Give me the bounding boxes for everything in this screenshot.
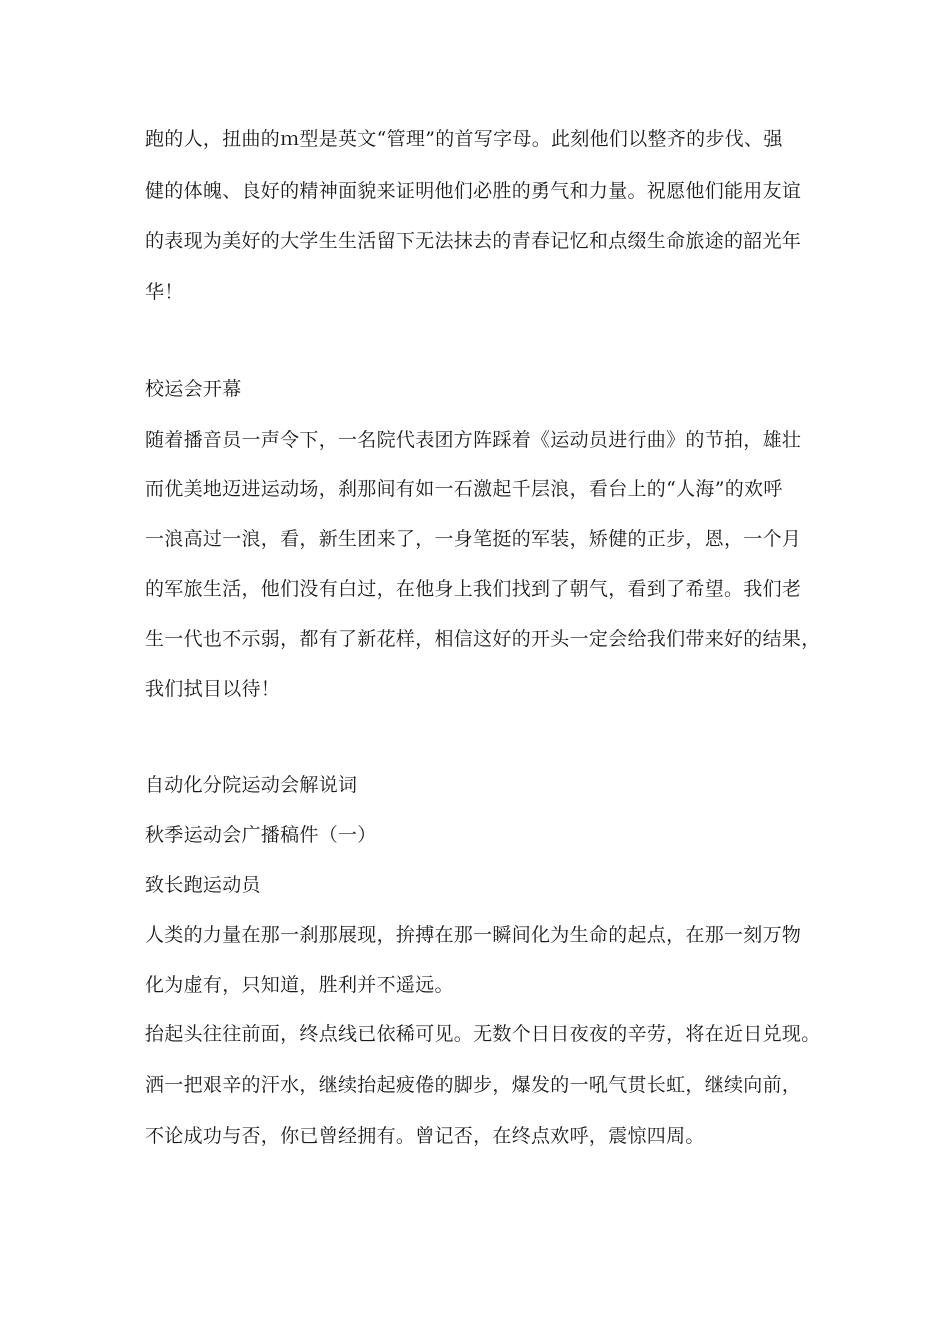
paragraph-line: 随着播音员一声令下，一名院代表团方阵踩着《运动员进行曲》的节拍，雄壮: [145, 429, 802, 451]
paragraph-line: 的军旅生活，他们没有白过，在他身上我们找到了朝气，看到了希望。我们老: [145, 578, 802, 600]
paragraph-line: 不论成功与否，你已曾经拥有。曾记否，在终点欢呼，震惊四周。: [145, 1125, 705, 1147]
paragraph-line: 抬起头往往前面，终点线已依稀可见。无数个日日夜夜的辛劳，将在近日兑现。: [145, 1023, 821, 1045]
section-heading: 校运会开幕: [145, 378, 242, 400]
section-heading: 致长跑运动员: [145, 874, 261, 896]
paragraph-line: 的表现为美好的大学生生活留下无法抹去的青春记忆和点缀生命旅途的韶光年: [145, 230, 802, 252]
document-subtitle: 秋季运动会广播稿件（一）: [145, 824, 377, 846]
paragraph-line: 而优美地迈进运动场，刹那间有如一石激起千层浪，看台上的“人海”的欢呼: [145, 478, 783, 500]
paragraph-line: 我们拭目以待！: [145, 678, 281, 700]
paragraph-line: 洒一把艰辛的汗水，继续抬起疲倦的脚步，爆发的一吼气贯长虹，继续向前，: [145, 1074, 802, 1096]
paragraph-line: 生一代也不示弱，都有了新花样，相信这好的开头一定会给我们带来好的结果，: [145, 628, 821, 650]
paragraph-line: 人类的力量在那一刹那展现，拚搏在那一瞬间化为生命的起点，在那一刻万物: [145, 924, 802, 946]
paragraph-line: 健的体魄、良好的精神面貌来证明他们必胜的勇气和力量。祝愿他们能用友谊: [145, 180, 802, 202]
paragraph-line: 化为虚有，只知道，胜利并不遥远。: [145, 974, 454, 996]
paragraph-line: 华！: [145, 281, 184, 303]
paragraph-line: 一浪高过一浪，看，新生团来了，一身笔挺的军装，矫健的正步，恩，一个月: [145, 528, 802, 550]
document-title: 自动化分院运动会解说词: [145, 774, 358, 796]
paragraph-line: 跑的人，扭曲的ｍ型是英文“管理”的首写字母。此刻他们以整齐的步伐、强: [145, 128, 783, 150]
